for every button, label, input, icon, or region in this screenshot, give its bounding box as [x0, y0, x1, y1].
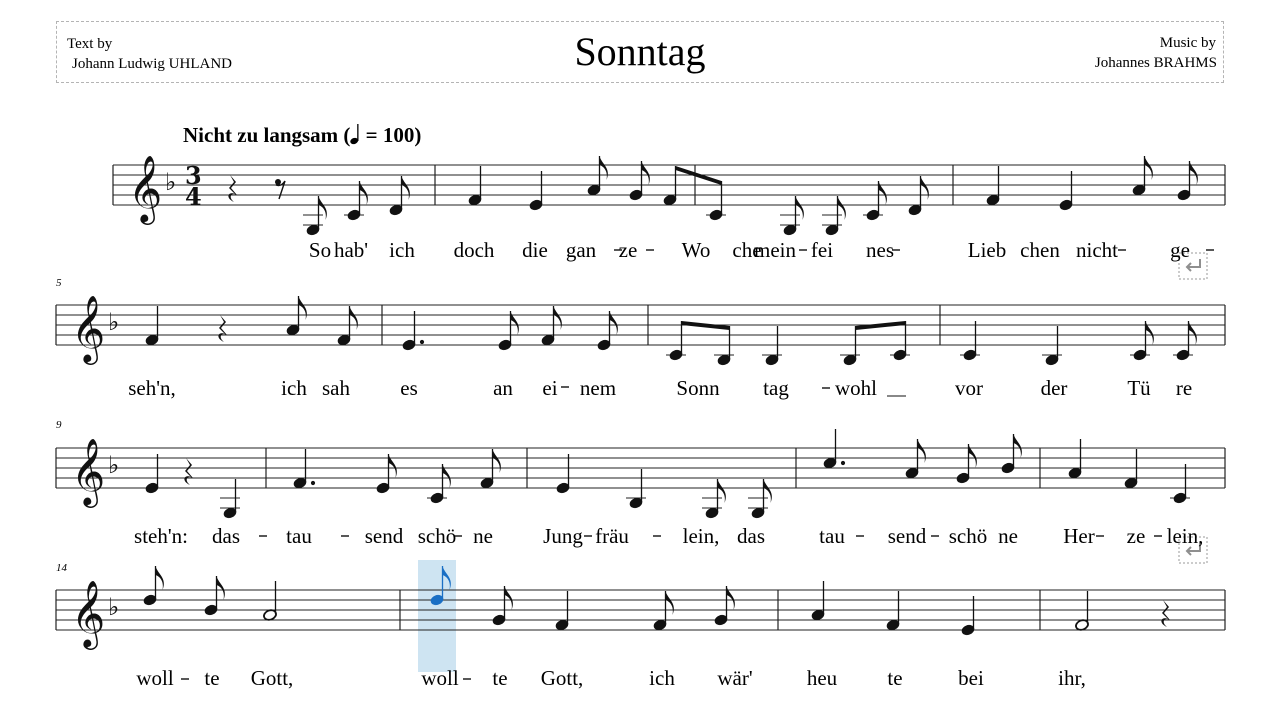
- lyric-syllable[interactable]: ze: [618, 238, 638, 262]
- flag-icon: [493, 449, 501, 473]
- flag-icon: [1145, 156, 1153, 180]
- lyric-syllable[interactable]: ne: [473, 524, 493, 548]
- lyric-syllable[interactable]: woll: [136, 666, 174, 690]
- lyric-syllable[interactable]: ze: [1126, 524, 1146, 548]
- lyric-syllable[interactable]: nes: [866, 238, 894, 262]
- treble-clef-icon: 𝄞: [71, 294, 106, 362]
- tempo-value: = 100): [365, 123, 422, 147]
- flag-icon: [764, 479, 772, 503]
- lyric-syllable[interactable]: fräu: [595, 524, 629, 548]
- time-signature-denominator: 4: [185, 182, 202, 211]
- lyric-syllable[interactable]: vor: [955, 376, 983, 400]
- quarter-rest-icon: [218, 315, 227, 342]
- flag-icon: [350, 306, 358, 330]
- lyric-syllable[interactable]: te: [204, 666, 220, 690]
- tempo-text: Nicht zu langsam (: [183, 123, 351, 147]
- treble-clef-icon: 𝄞: [71, 437, 106, 505]
- augmentation-dot: [420, 340, 424, 344]
- quarter-rest-icon: [1161, 600, 1170, 627]
- lyric-syllable[interactable]: nem: [579, 376, 617, 400]
- lyric-syllable[interactable]: te: [887, 666, 903, 690]
- augmentation-dot: [311, 481, 315, 485]
- lyric-syllable[interactable]: tau: [286, 524, 312, 548]
- lyric-syllable[interactable]: So: [308, 238, 332, 262]
- flat-icon: ♭: [165, 168, 177, 196]
- lyric-syllable[interactable]: tau: [819, 524, 845, 548]
- text-by-label: Text by: [67, 36, 113, 52]
- lyric-syllable[interactable]: tag: [763, 376, 789, 400]
- lyric-syllable[interactable]: ihr,: [1058, 666, 1086, 690]
- lyric-syllable[interactable]: das: [737, 524, 765, 548]
- lyric-syllable[interactable]: lein,: [1166, 524, 1204, 548]
- lyric-syllable[interactable]: Gott,: [540, 666, 584, 690]
- augmentation-dot: [841, 461, 845, 465]
- lyric-syllable[interactable]: sah: [322, 376, 350, 400]
- lyric-syllable[interactable]: seh'n,: [128, 376, 176, 400]
- lyric-syllable[interactable]: nicht: [1076, 238, 1118, 262]
- lyric-syllable[interactable]: ne: [998, 524, 1018, 548]
- lyric-syllable[interactable]: che: [732, 238, 762, 262]
- lyric-syllable[interactable]: ich: [281, 376, 307, 400]
- lyric-syllable[interactable]: bei: [958, 666, 984, 690]
- lyric-syllable[interactable]: Tü: [1127, 376, 1151, 400]
- lyric-syllable[interactable]: es: [400, 376, 418, 400]
- flat-icon: ♭: [108, 593, 120, 621]
- flag-icon: [600, 156, 608, 180]
- flag-icon: [838, 196, 846, 220]
- flat-icon: ♭: [108, 308, 120, 336]
- flag-icon: [319, 196, 327, 220]
- lyric-syllable[interactable]: fei: [810, 238, 834, 262]
- selection-highlight: [418, 560, 456, 672]
- lyric-syllable[interactable]: send: [364, 524, 404, 548]
- lyric-syllable[interactable]: te: [492, 666, 508, 690]
- lyric-syllable[interactable]: Her: [1063, 524, 1095, 548]
- page-title[interactable]: Sonntag: [574, 29, 706, 74]
- lyric-syllable[interactable]: wohl: [835, 376, 877, 400]
- lyric-syllable[interactable]: ich: [649, 666, 675, 690]
- flat-icon: ♭: [108, 451, 120, 479]
- lyric-syllable[interactable]: gan: [565, 238, 597, 262]
- flag-icon: [666, 591, 674, 615]
- flag-icon: [299, 296, 307, 320]
- composer-name[interactable]: Johannes BRAHMS: [1094, 55, 1217, 71]
- flag-icon: [217, 576, 225, 600]
- lyric-syllable[interactable]: Wo: [681, 238, 711, 262]
- lyric-syllable[interactable]: schö: [948, 524, 988, 548]
- music-by-label: Music by: [1159, 35, 1216, 51]
- quarter-rest-icon: [184, 458, 193, 485]
- flag-icon: [554, 306, 562, 330]
- lyric-syllable[interactable]: chen: [1020, 238, 1060, 262]
- flag-icon: [156, 566, 164, 590]
- flag-icon: [718, 479, 726, 503]
- lyric-syllable[interactable]: steh'n:: [134, 524, 188, 548]
- flag-icon: [918, 439, 926, 463]
- lyric-syllable[interactable]: lein,: [682, 524, 720, 548]
- measure-number: 9: [56, 419, 62, 431]
- lyric-syllable[interactable]: heu: [806, 666, 838, 690]
- treble-clef-icon: 𝄞: [71, 579, 106, 647]
- lyric-syllable[interactable]: der: [1040, 376, 1068, 400]
- lyric-syllable[interactable]: Lieb: [967, 238, 1007, 262]
- time-signature-numerator: 3: [185, 161, 202, 190]
- beam: [682, 321, 730, 330]
- flag-icon: [402, 176, 410, 200]
- lyric-syllable[interactable]: mein: [754, 238, 796, 262]
- lyric-syllable[interactable]: Jung: [543, 524, 583, 548]
- lyric-syllable[interactable]: schö: [417, 524, 457, 548]
- lyric-syllable[interactable]: hab': [333, 238, 369, 262]
- measure-number: 14: [56, 562, 67, 574]
- lyric-syllable[interactable]: das: [212, 524, 240, 548]
- lyric-syllable[interactable]: wär': [717, 666, 753, 690]
- beam: [856, 321, 906, 330]
- lyric-syllable[interactable]: ge: [1170, 238, 1190, 262]
- lyric-syllable[interactable]: send: [887, 524, 927, 548]
- flag-icon: [1014, 434, 1022, 458]
- lyric-syllable[interactable]: doch: [453, 238, 495, 262]
- eighth-rest-icon: [275, 179, 281, 185]
- lyric-syllable[interactable]: die: [522, 238, 548, 262]
- poet-name[interactable]: Johann Ludwig UHLAND: [72, 56, 232, 72]
- lyric-syllable[interactable]: Sonn: [676, 376, 720, 400]
- flag-icon: [796, 196, 804, 220]
- lyric-syllable[interactable]: ich: [389, 238, 415, 262]
- lyric-syllable[interactable]: re: [1175, 376, 1193, 400]
- lyric-syllable[interactable]: Gott,: [250, 666, 294, 690]
- lyric-syllable[interactable]: an: [493, 376, 513, 400]
- lyric-syllable[interactable]: woll: [421, 666, 459, 690]
- quarter-rest-icon: [228, 175, 237, 202]
- measure-number: 5: [56, 277, 62, 289]
- flag-icon: [921, 176, 929, 200]
- lyric-syllable[interactable]: ei: [542, 376, 558, 400]
- treble-clef-icon: 𝄞: [128, 154, 163, 222]
